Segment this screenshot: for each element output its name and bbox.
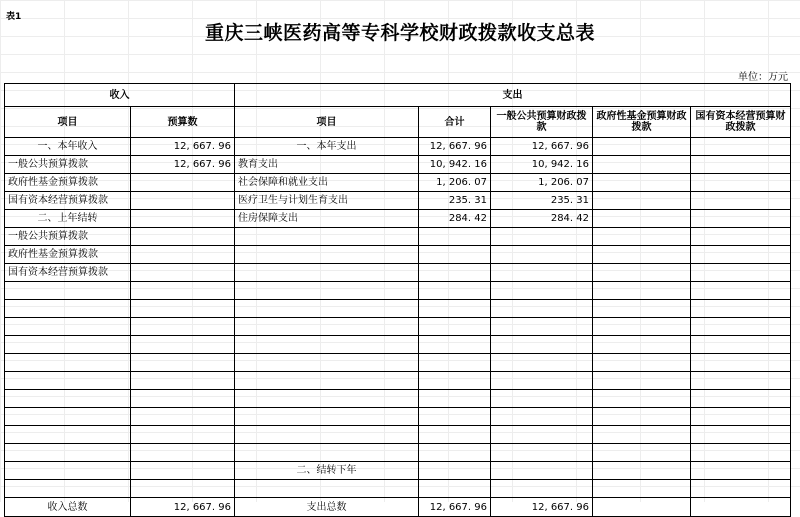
empty-cell[interactable] <box>691 246 791 264</box>
empty-cell[interactable] <box>5 318 131 336</box>
table-row <box>5 336 791 354</box>
table-row <box>5 372 791 390</box>
state-capital-header[interactable]: 国有资本经营预算财政拨款 <box>691 107 791 138</box>
empty-cell[interactable] <box>691 462 791 480</box>
empty-cell[interactable] <box>131 462 235 480</box>
empty-cell[interactable] <box>419 354 491 372</box>
table-row <box>5 246 791 264</box>
empty-cell[interactable] <box>5 372 131 390</box>
empty-cell[interactable] <box>419 390 491 408</box>
report-title: 重庆三峡医药高等专科学校财政拨款收支总表 <box>204 22 595 44</box>
empty-cell[interactable] <box>235 480 419 498</box>
income-item-cell[interactable]: 一般公共预算拨款 <box>5 228 131 246</box>
empty-cell[interactable] <box>131 426 235 444</box>
empty-cell[interactable] <box>491 408 593 426</box>
empty-cell[interactable] <box>419 408 491 426</box>
empty-cell[interactable] <box>691 264 791 282</box>
empty-cell[interactable] <box>419 318 491 336</box>
income-value-cell[interactable] <box>131 192 235 210</box>
table-row <box>5 174 791 192</box>
table-row <box>5 354 791 372</box>
empty-cell[interactable] <box>593 174 691 192</box>
empty-cell[interactable] <box>235 318 419 336</box>
income-total-label[interactable]: 收入总数 <box>5 498 131 517</box>
gov-fund-header[interactable]: 政府性基金预算财政拨款 <box>593 107 691 138</box>
income-item-cell[interactable]: 国有资本经营预算拨款 <box>5 264 131 282</box>
empty-cell[interactable] <box>593 480 691 498</box>
empty-cell[interactable] <box>593 210 691 228</box>
empty-cell[interactable] <box>131 228 235 246</box>
empty-cell[interactable] <box>235 246 419 264</box>
expense-general-cell[interactable]: 1, 206. 07 <box>491 174 593 192</box>
empty-cell[interactable] <box>235 264 419 282</box>
income-header[interactable]: 收入 <box>5 84 235 107</box>
expense-item-header[interactable]: 项目 <box>235 107 419 138</box>
empty-cell[interactable] <box>5 336 131 354</box>
expense-general-cell[interactable]: 235. 31 <box>491 192 593 210</box>
empty-cell[interactable] <box>691 282 791 300</box>
empty-cell[interactable] <box>235 336 419 354</box>
empty-cell[interactable] <box>593 444 691 462</box>
empty-cell[interactable] <box>491 246 593 264</box>
empty-cell[interactable] <box>691 426 791 444</box>
empty-cell[interactable] <box>593 228 691 246</box>
carry-forward-cell[interactable]: 二、结转下年 <box>235 462 419 480</box>
empty-cell[interactable] <box>235 282 419 300</box>
income-item-cell[interactable]: 一般公共预算拨款 <box>5 156 131 174</box>
empty-cell[interactable] <box>691 318 791 336</box>
empty-cell[interactable] <box>593 282 691 300</box>
empty-cell[interactable] <box>419 228 491 246</box>
empty-cell[interactable] <box>593 498 691 517</box>
empty-cell[interactable] <box>491 318 593 336</box>
budget-header[interactable]: 预算数 <box>131 107 235 138</box>
expense-total-cell[interactable]: 284. 42 <box>419 210 491 228</box>
expense-total-cell[interactable]: 235. 31 <box>419 192 491 210</box>
empty-cell[interactable] <box>491 354 593 372</box>
empty-cell[interactable] <box>5 390 131 408</box>
empty-cell[interactable] <box>491 372 593 390</box>
empty-cell[interactable] <box>235 354 419 372</box>
empty-cell[interactable] <box>691 498 791 517</box>
empty-cell[interactable] <box>5 354 131 372</box>
table-row <box>5 156 791 174</box>
header-row-1 <box>5 84 791 107</box>
empty-cell[interactable] <box>131 408 235 426</box>
expense-general-total[interactable]: 12, 667. 96 <box>491 498 593 517</box>
empty-cell[interactable] <box>593 264 691 282</box>
empty-cell[interactable] <box>235 390 419 408</box>
empty-cell[interactable] <box>5 282 131 300</box>
empty-cell[interactable] <box>691 210 791 228</box>
expense-item-cell[interactable]: 社会保障和就业支出 <box>235 174 419 192</box>
empty-cell[interactable] <box>491 426 593 444</box>
income-item-cell[interactable]: 政府性基金预算拨款 <box>5 174 131 192</box>
total-header[interactable]: 合计 <box>419 107 491 138</box>
empty-cell[interactable] <box>491 480 593 498</box>
empty-cell[interactable] <box>691 174 791 192</box>
empty-cell[interactable] <box>491 264 593 282</box>
empty-cell[interactable] <box>419 462 491 480</box>
empty-cell[interactable] <box>491 336 593 354</box>
empty-cell[interactable] <box>691 156 791 174</box>
empty-cell[interactable] <box>235 300 419 318</box>
empty-cell[interactable] <box>131 282 235 300</box>
empty-cell[interactable] <box>131 336 235 354</box>
income-item-cell[interactable]: 一、本年收入 <box>5 138 131 156</box>
expense-header[interactable]: 支出 <box>235 84 791 107</box>
empty-cell[interactable] <box>593 192 691 210</box>
header-row-2 <box>5 107 791 138</box>
table-row <box>5 282 791 300</box>
empty-cell[interactable] <box>131 300 235 318</box>
empty-cell[interactable] <box>235 372 419 390</box>
empty-cell[interactable] <box>593 390 691 408</box>
empty-cell[interactable] <box>593 426 691 444</box>
empty-cell[interactable] <box>131 354 235 372</box>
empty-cell[interactable] <box>5 300 131 318</box>
empty-cell[interactable] <box>5 444 131 462</box>
expense-total-cell[interactable]: 12, 667. 96 <box>419 138 491 156</box>
empty-cell[interactable] <box>491 282 593 300</box>
empty-cell[interactable] <box>419 282 491 300</box>
empty-cell[interactable] <box>691 300 791 318</box>
totals-row <box>5 498 791 517</box>
table-row <box>5 318 791 336</box>
empty-cell[interactable] <box>593 156 691 174</box>
empty-cell[interactable] <box>419 246 491 264</box>
empty-cell[interactable] <box>235 426 419 444</box>
income-item-cell[interactable]: 国有资本经营预算拨款 <box>5 192 131 210</box>
empty-cell[interactable] <box>5 408 131 426</box>
income-value-cell[interactable]: 12, 667. 96 <box>131 138 235 156</box>
empty-cell[interactable] <box>593 300 691 318</box>
empty-cell[interactable] <box>235 228 419 246</box>
empty-cell[interactable] <box>419 336 491 354</box>
expense-total-cell[interactable]: 10, 942. 16 <box>419 156 491 174</box>
expense-general-cell[interactable]: 10, 942. 16 <box>491 156 593 174</box>
empty-cell[interactable] <box>131 318 235 336</box>
empty-cell[interactable] <box>131 480 235 498</box>
empty-cell[interactable] <box>235 444 419 462</box>
empty-cell[interactable] <box>691 336 791 354</box>
empty-cell[interactable] <box>691 138 791 156</box>
empty-cell[interactable] <box>419 372 491 390</box>
table-number: 表1 <box>6 12 22 22</box>
expense-total-label[interactable]: 支出总数 <box>235 498 419 517</box>
empty-cell[interactable] <box>131 390 235 408</box>
empty-cell[interactable] <box>131 246 235 264</box>
empty-cell[interactable] <box>691 192 791 210</box>
table-row <box>5 300 791 318</box>
empty-cell[interactable] <box>491 462 593 480</box>
empty-cell[interactable] <box>593 372 691 390</box>
empty-cell[interactable] <box>131 444 235 462</box>
expense-item-cell[interactable]: 教育支出 <box>235 156 419 174</box>
empty-cell[interactable] <box>593 246 691 264</box>
income-value-cell[interactable]: 12, 667. 96 <box>131 156 235 174</box>
table-row <box>5 444 791 462</box>
empty-cell[interactable] <box>593 336 691 354</box>
empty-cell[interactable] <box>691 228 791 246</box>
table-row <box>5 210 791 228</box>
table-row <box>5 264 791 282</box>
empty-cell[interactable] <box>5 480 131 498</box>
table-row <box>5 480 791 498</box>
income-item-header[interactable]: 项目 <box>5 107 131 138</box>
empty-cell[interactable] <box>5 426 131 444</box>
expense-general-cell[interactable]: 284. 42 <box>491 210 593 228</box>
empty-cell[interactable] <box>593 408 691 426</box>
expense-total-value[interactable]: 12, 667. 96 <box>419 498 491 517</box>
table-row <box>5 192 791 210</box>
expense-general-cell[interactable]: 12, 667. 96 <box>491 138 593 156</box>
empty-cell[interactable] <box>491 444 593 462</box>
unit-label: 单位：万元 <box>738 72 788 83</box>
general-budget-header[interactable]: 一般公共预算财政拨款 <box>491 107 593 138</box>
expense-total-cell[interactable]: 1, 206. 07 <box>419 174 491 192</box>
empty-cell[interactable] <box>419 480 491 498</box>
empty-cell[interactable] <box>593 354 691 372</box>
table-row <box>5 408 791 426</box>
income-total-value[interactable]: 12, 667. 96 <box>131 498 235 517</box>
table-row <box>5 138 791 156</box>
empty-cell[interactable] <box>491 300 593 318</box>
empty-cell[interactable] <box>691 354 791 372</box>
empty-cell[interactable] <box>491 228 593 246</box>
budget-table <box>4 83 791 517</box>
empty-cell[interactable] <box>593 462 691 480</box>
empty-cell[interactable] <box>235 408 419 426</box>
empty-cell[interactable] <box>593 318 691 336</box>
empty-cell[interactable] <box>691 480 791 498</box>
expense-item-cell[interactable]: 一、本年支出 <box>235 138 419 156</box>
expense-item-cell[interactable]: 医疗卫生与计划生育支出 <box>235 192 419 210</box>
expense-item-cell[interactable]: 住房保障支出 <box>235 210 419 228</box>
empty-cell[interactable] <box>419 264 491 282</box>
empty-cell[interactable] <box>419 444 491 462</box>
income-value-cell[interactable] <box>131 210 235 228</box>
table-row <box>5 228 791 246</box>
empty-cell[interactable] <box>691 444 791 462</box>
empty-cell[interactable] <box>691 390 791 408</box>
table-row <box>5 390 791 408</box>
income-item-cell[interactable]: 二、上年结转 <box>5 210 131 228</box>
empty-cell[interactable] <box>419 300 491 318</box>
empty-cell[interactable] <box>419 426 491 444</box>
empty-cell[interactable] <box>491 390 593 408</box>
empty-cell[interactable] <box>691 372 791 390</box>
empty-cell[interactable] <box>131 372 235 390</box>
empty-cell[interactable] <box>5 462 131 480</box>
income-item-cell[interactable]: 政府性基金预算拨款 <box>5 246 131 264</box>
table-row <box>5 426 791 444</box>
empty-cell[interactable] <box>593 138 691 156</box>
empty-cell[interactable] <box>131 264 235 282</box>
income-value-cell[interactable] <box>131 174 235 192</box>
table-row <box>5 462 791 480</box>
empty-cell[interactable] <box>691 408 791 426</box>
